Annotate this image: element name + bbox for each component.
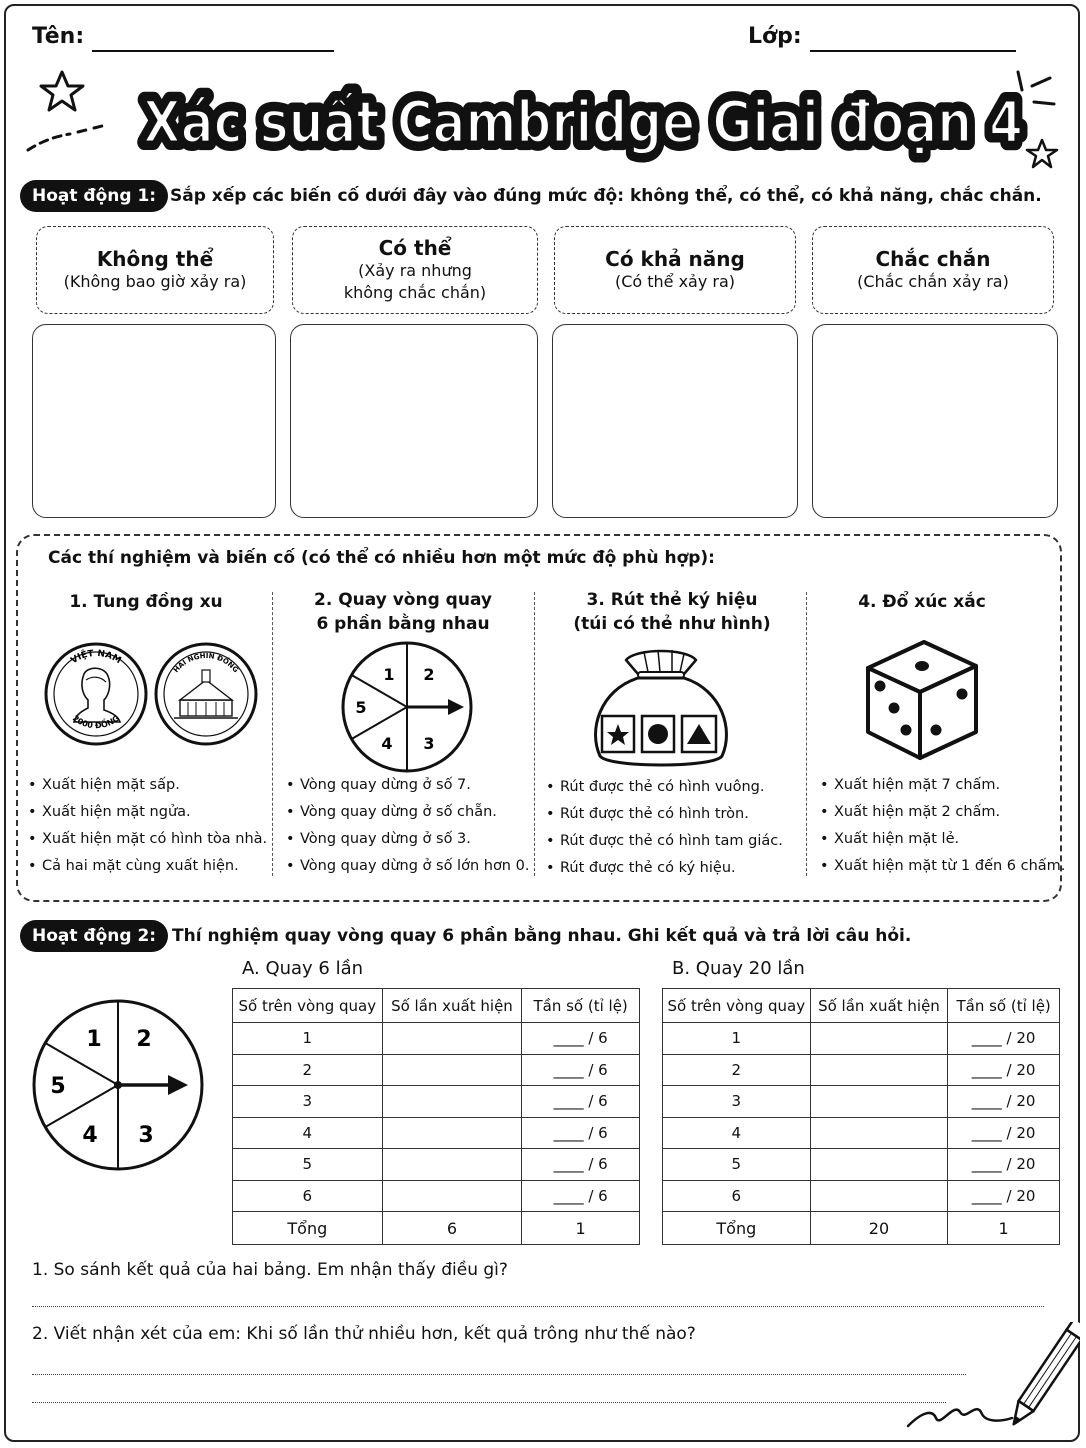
category-desc: (Có thể xảy ra) [614,272,736,291]
coin-back-icon [156,644,256,744]
table-row [663,1149,1060,1181]
cell-count[interactable] [382,1054,522,1086]
category-likely [554,226,796,314]
cell-total-count: 6 [382,1212,522,1245]
cell-count[interactable] [810,1149,948,1181]
table-row [663,1054,1060,1086]
table-row [663,1086,1060,1118]
cell-number: 1 [233,1023,383,1055]
table-header: Số trên vòng quay [663,989,811,1023]
cell-total-label: Tổng [663,1212,811,1245]
cell-frequency[interactable]: ____ / 20 [948,1117,1060,1149]
table-header: Số lần xuất hiện [382,989,522,1023]
worksheet-title [20,64,1066,174]
swoosh-decoration [28,126,102,150]
category-title: Có thể [378,236,452,260]
event-item: • Xuất hiện mặt sấp. [28,772,267,799]
class-label: Lớp: [748,24,802,49]
answer-line[interactable] [32,1306,1044,1307]
table-row [233,1054,640,1086]
event-item: • Xuất hiện mặt 2 chấm. [820,799,1065,826]
answer-box-certain[interactable] [812,324,1058,518]
cell-total-count: 20 [810,1212,948,1245]
category-title: Không thể [96,247,214,271]
event-item: • Vòng quay dừng ở số 7. [286,772,529,799]
event-item: • Xuất hiện mặt lẻ. [820,826,1065,853]
spinner-label: 4 [381,734,393,753]
event-item: • Rút được thẻ có ký hiệu. [546,855,783,882]
cell-count[interactable] [810,1180,948,1212]
activity1-instruction: Sắp xếp các biến cố dưới đây vào đúng mức độ: không thể, có thể, có khả năng, chắc chắn. [170,186,1042,206]
star-icon [1027,140,1057,167]
category-desc: (Chắc chắn xảy ra) [857,272,1009,291]
cell-number: 3 [663,1086,811,1118]
cell-count[interactable] [382,1117,522,1149]
cell-frequency[interactable]: ____ / 20 [948,1149,1060,1181]
title-outline: Xác suất Cambridge Giai đoạn 4 [143,88,1023,156]
cell-number: 3 [233,1086,383,1118]
answer-line[interactable] [32,1374,966,1375]
table-header: Tần số (tỉ lệ) [522,989,640,1023]
cell-number: 6 [233,1180,383,1212]
experiment-3-title [546,588,798,636]
category-desc-line2: không chắc chắn) [343,283,487,302]
question-2: 2. Viết nhận xét của em: Khi số lần thử nhiều hơn, kết quả trông như thế nào? [32,1324,696,1344]
cell-number: 4 [233,1117,383,1149]
coin-front-value: 2000 ĐỒNG [70,713,122,731]
cell-frequency[interactable]: ____ / 6 [522,1180,640,1212]
spinner-label: 5 [355,698,367,717]
table-row [233,1117,640,1149]
event-item: • Vòng quay dừng ở số 3. [286,826,529,853]
event-item: • Rút được thẻ có hình tam giác. [546,828,783,855]
table-header: Số lần xuất hiện [810,989,948,1023]
cell-number: 1 [663,1023,811,1055]
table-total-row [663,1212,1060,1245]
table-row [233,1086,640,1118]
answer-box-possible[interactable] [290,324,538,518]
cell-frequency[interactable]: ____ / 20 [948,1086,1060,1118]
experiment-3-title-line1: 3. Rút thẻ ký hiệu [586,590,758,610]
name-field[interactable] [92,26,334,52]
cell-total-frequency: 1 [948,1212,1060,1245]
activity2-instruction: Thí nghiệm quay vòng quay 6 phần bằng nhau. Ghi kết quả và trả lời câu hỏi. [172,926,912,946]
coin-front-text: VIỆT NAM [69,648,123,667]
answer-box-impossible[interactable] [32,324,276,518]
event-item: • Rút được thẻ có hình vuông. [546,774,783,801]
coin-front-icon [46,644,146,744]
sparkle-icon [1018,72,1054,104]
column-divider [806,592,807,876]
answer-line[interactable] [32,1402,946,1403]
spinner-large-icon [32,996,206,1174]
star-icon [41,72,83,110]
activity2-pill: Hoạt động 2: [20,920,168,952]
table-header: Số trên vòng quay [233,989,383,1023]
cell-count[interactable] [810,1086,948,1118]
answer-box-likely[interactable] [552,324,798,518]
event-item: • Vòng quay dừng ở số chẵn. [286,799,529,826]
activity1-pill: Hoạt động 1: [20,180,168,212]
pencil-icon [900,1322,1080,1438]
event-item: • Rút được thẻ có hình tròn. [546,801,783,828]
event-item: • Xuất hiện mặt có hình tòa nhà. [28,826,267,853]
experiment-4-events [820,772,1065,880]
coin-illustration [40,640,262,750]
event-item: • Cả hai mặt cùng xuất hiện. [28,853,267,880]
cell-number: 2 [663,1054,811,1086]
experiment-4-title: 4. Đổ xúc xắc [858,592,986,612]
spinner-label: 1 [86,1027,102,1052]
cell-count[interactable] [382,1023,522,1055]
cell-total-label: Tổng [233,1212,383,1245]
experiments-heading: Các thí nghiệm và biến cố (có thể có nhiều hơn một mức độ phù hợp): [48,548,715,568]
table-row [233,1149,640,1181]
table-header: Tần số (tỉ lệ) [948,989,1060,1023]
experiment-2-title-line1: 2. Quay vòng quay [314,590,492,610]
cell-number: 5 [233,1149,383,1181]
event-item: • Xuất hiện mặt ngửa. [28,799,267,826]
cell-count[interactable] [382,1149,522,1181]
spinner-label: 3 [423,734,435,753]
experiment-3-title-line2: (túi có thẻ như hình) [573,614,771,634]
category-title: Có khả năng [605,247,745,271]
event-item: • Xuất hiện mặt 7 chấm. [820,772,1065,799]
event-item: • Vòng quay dừng ở số lớn hơn 0. [286,853,529,880]
experiment-2-title-line2: 6 phần bằng nhau [316,614,490,634]
class-field[interactable] [810,26,1016,52]
cell-number: 6 [663,1180,811,1212]
spinner-label: 2 [423,665,435,684]
spinner-label: 4 [82,1123,98,1148]
question-1: 1. So sánh kết quả của hai bảng. Em nhận thấy điều gì? [32,1260,508,1280]
cell-count[interactable] [382,1180,522,1212]
experiment-2-events [286,772,529,880]
cell-frequency[interactable]: ____ / 6 [522,1023,640,1055]
cell-count[interactable] [810,1117,948,1149]
category-impossible [36,226,274,314]
spinner-label: 1 [383,665,395,684]
cell-frequency[interactable]: ____ / 6 [522,1149,640,1181]
table-row [663,1117,1060,1149]
category-possible [292,226,538,314]
cell-frequency[interactable]: ____ / 20 [948,1023,1060,1055]
table-a-caption: A. Quay 6 lần [242,958,364,979]
experiment-1-events [28,772,267,880]
cell-frequency[interactable]: ____ / 6 [522,1054,640,1086]
cell-number: 5 [663,1149,811,1181]
cell-count[interactable] [382,1086,522,1118]
cell-count[interactable] [810,1023,948,1055]
cell-frequency[interactable]: ____ / 6 [522,1117,640,1149]
cell-frequency[interactable]: ____ / 20 [948,1054,1060,1086]
experiment-3-events [546,774,783,882]
cell-frequency[interactable]: ____ / 6 [522,1086,640,1118]
table-row [663,1180,1060,1212]
table-row [233,1023,640,1055]
column-divider [272,592,273,876]
table-total-row [233,1212,640,1245]
category-title: Chắc chắn [875,247,991,271]
table-b [662,988,1060,1245]
spinner-label: 2 [136,1027,152,1052]
category-certain [812,226,1054,314]
coin-back-text: HAI NGHÌN ĐỒNG [172,651,240,675]
name-label: Tên: [32,24,85,49]
title-text: Xác suất Cambridge Giai đoạn 4 [143,88,1023,156]
cell-count[interactable] [810,1054,948,1086]
table-b-caption: B. Quay 20 lần [672,958,805,979]
dice-icon [862,630,982,764]
experiment-1-title: 1. Tung đồng xu [69,592,223,612]
spinner-label: 3 [138,1123,154,1148]
table-row [663,1023,1060,1055]
cell-frequency[interactable]: ____ / 20 [948,1180,1060,1212]
table-a [232,988,640,1245]
category-desc: (Xảy ra nhưng [358,261,472,280]
cell-number: 2 [233,1054,383,1086]
cell-total-frequency: 1 [522,1212,640,1245]
category-desc: (Không bao giờ xảy ra) [63,272,247,291]
event-item: • Xuất hiện mặt từ 1 đến 6 chấm. [820,853,1065,880]
spinner-small-icon [340,640,474,774]
cell-number: 4 [663,1117,811,1149]
spinner-label: 5 [50,1074,66,1099]
experiment-2-title [282,588,524,636]
table-row [233,1180,640,1212]
bag-icon [586,640,736,772]
column-divider [534,592,535,876]
